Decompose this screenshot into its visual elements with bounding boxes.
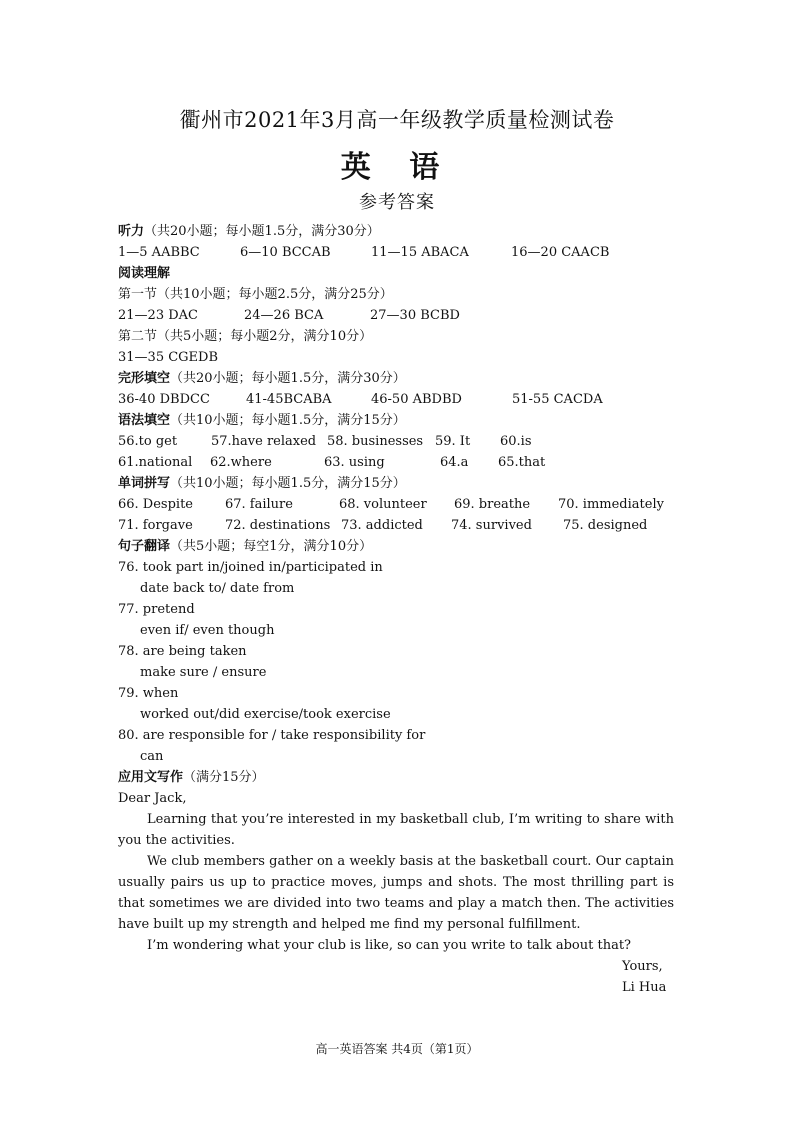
listening-answers — [118, 242, 718, 263]
answer-item: 69. breathe — [454, 497, 531, 512]
answer-item: 63. using — [324, 455, 385, 470]
answer-item: 73. addicted — [341, 518, 423, 533]
answer-key-subtitle: 参考答案 — [359, 192, 435, 213]
cloze-note: （共20小题；每小题1.5分，满分30分） — [170, 371, 406, 386]
letter-closing: Yours, — [622, 959, 663, 974]
answer-item: 75. designed — [563, 518, 648, 533]
translation-item-78-part-2: make sure / ensure — [140, 665, 267, 680]
answer-item: 66. Despite — [118, 497, 193, 512]
reading-heading: 阅读理解 — [118, 266, 171, 281]
subject-title: 英 语 — [340, 150, 454, 185]
reading-part1-answers — [118, 305, 718, 326]
answer-item: 67. failure — [225, 497, 293, 512]
cloze-answers — [118, 389, 718, 410]
reading-part2-answers: 31—35 CGEDB — [118, 350, 219, 365]
spelling-answers-row-1 — [118, 494, 718, 515]
grammar-heading-line — [118, 410, 406, 431]
translation-note: （共5小题；每空1分，满分10分） — [170, 539, 373, 554]
reading-part2-note: 第二节（共5小题；每小题2分，满分10分） — [118, 329, 373, 344]
exam-title: 衢州市2021年3月高一年级教学质量检测试卷 — [179, 108, 615, 132]
answer-item: 56.to get — [118, 434, 178, 449]
translation-item-79: 79. when — [118, 686, 179, 701]
grammar-note: （共10小题；每小题1.5分，满分15分） — [170, 413, 406, 428]
spelling-heading-line — [118, 473, 406, 494]
writing-heading-line — [118, 767, 265, 788]
grammar-heading: 语法填空 — [118, 413, 171, 428]
answer-item: 64.a — [440, 455, 469, 470]
answer-item: 61.national — [118, 455, 193, 470]
writing-note: （满分15分） — [183, 770, 265, 785]
answer-item: 74. survived — [451, 518, 532, 533]
grammar-answers-row-1 — [118, 431, 718, 452]
answer-group: 11—15 ABACA — [371, 245, 469, 260]
translation-item-76: 76. took part in/joined in/participated in — [118, 560, 383, 575]
spelling-answers-row-2 — [118, 515, 718, 536]
listening-heading: 听力 — [118, 224, 145, 239]
answer-group: 1—5 AABBC — [118, 245, 200, 260]
cloze-heading: 完形填空 — [118, 371, 171, 386]
spelling-heading: 单词拼写 — [118, 476, 171, 491]
page-footer: 高一英语答案 共4页（第1页） — [315, 1042, 479, 1056]
letter-greeting: Dear Jack, — [118, 791, 187, 806]
answer-item: 58. businesses — [327, 434, 424, 449]
answer-item: 62.where — [210, 455, 272, 470]
answer-group: 46-50 ABDBD — [371, 392, 462, 407]
listening-heading-line — [118, 221, 380, 242]
translation-item-80: 80. are responsible for / take responsibility for — [118, 728, 426, 743]
answer-group: 27—30 BCBD — [370, 308, 460, 323]
translation-heading: 句子翻译 — [118, 539, 171, 554]
cloze-heading-line — [118, 368, 406, 389]
reading-part1-note: 第一节（共10小题；每小题2.5分，满分25分） — [118, 287, 393, 302]
answer-item: 65.that — [498, 455, 546, 470]
translation-item-79-part-2: worked out/did exercise/took exercise — [140, 707, 391, 722]
answer-item: 70. immediately — [558, 497, 664, 512]
answer-item: 57.have relaxed — [211, 434, 317, 449]
answer-group: 21—23 DAC — [118, 308, 198, 323]
letter-paragraph: I’m wondering what your club is like, so can you write to talk about that? — [147, 938, 632, 953]
letter-paragraph: We club members gather on a weekly basis at the basketball court. Our captain usually pairs us up to practice moves, jumps and shots. The most thrilling part is that sometimes we are divided into two teams and play a match then. The activities have built up my strength and helped me find my personal fulfillment. — [118, 854, 674, 932]
translation-item-78: 78. are being taken — [118, 644, 247, 659]
answer-group: 36-40 DBDCC — [118, 392, 210, 407]
letter-paragraph: Learning that you’re interested in my basketball club, I’m writing to share with you the activities. — [118, 812, 674, 848]
grammar-answers-row-2 — [118, 452, 718, 473]
answer-group: 51-55 CACDA — [512, 392, 603, 407]
answer-item: 72. destinations — [225, 518, 331, 533]
answer-item: 59. It — [435, 434, 471, 449]
answer-item: 71. forgave — [118, 518, 193, 533]
translation-item-80-part-2: can — [140, 749, 164, 764]
translation-item-77: 77. pretend — [118, 602, 195, 617]
letter-signature: Li Hua — [622, 980, 667, 995]
translation-heading-line — [118, 536, 372, 557]
answer-item: 60.is — [500, 434, 532, 449]
answer-item: 68. volunteer — [339, 497, 427, 512]
spelling-note: （共10小题；每小题1.5分，满分15分） — [170, 476, 406, 491]
translation-item-77-part-2: even if/ even though — [140, 623, 275, 638]
answer-group: 41-45BCABA — [246, 392, 332, 407]
answer-group: 24—26 BCA — [244, 308, 324, 323]
listening-note: （共20小题；每小题1.5分，满分30分） — [144, 224, 380, 239]
answer-group: 16—20 CAACB — [511, 245, 610, 260]
answer-group: 6—10 BCCAB — [240, 245, 331, 260]
translation-item-76-part-2: date back to/ date from — [140, 581, 295, 596]
writing-heading: 应用文写作 — [118, 770, 184, 785]
